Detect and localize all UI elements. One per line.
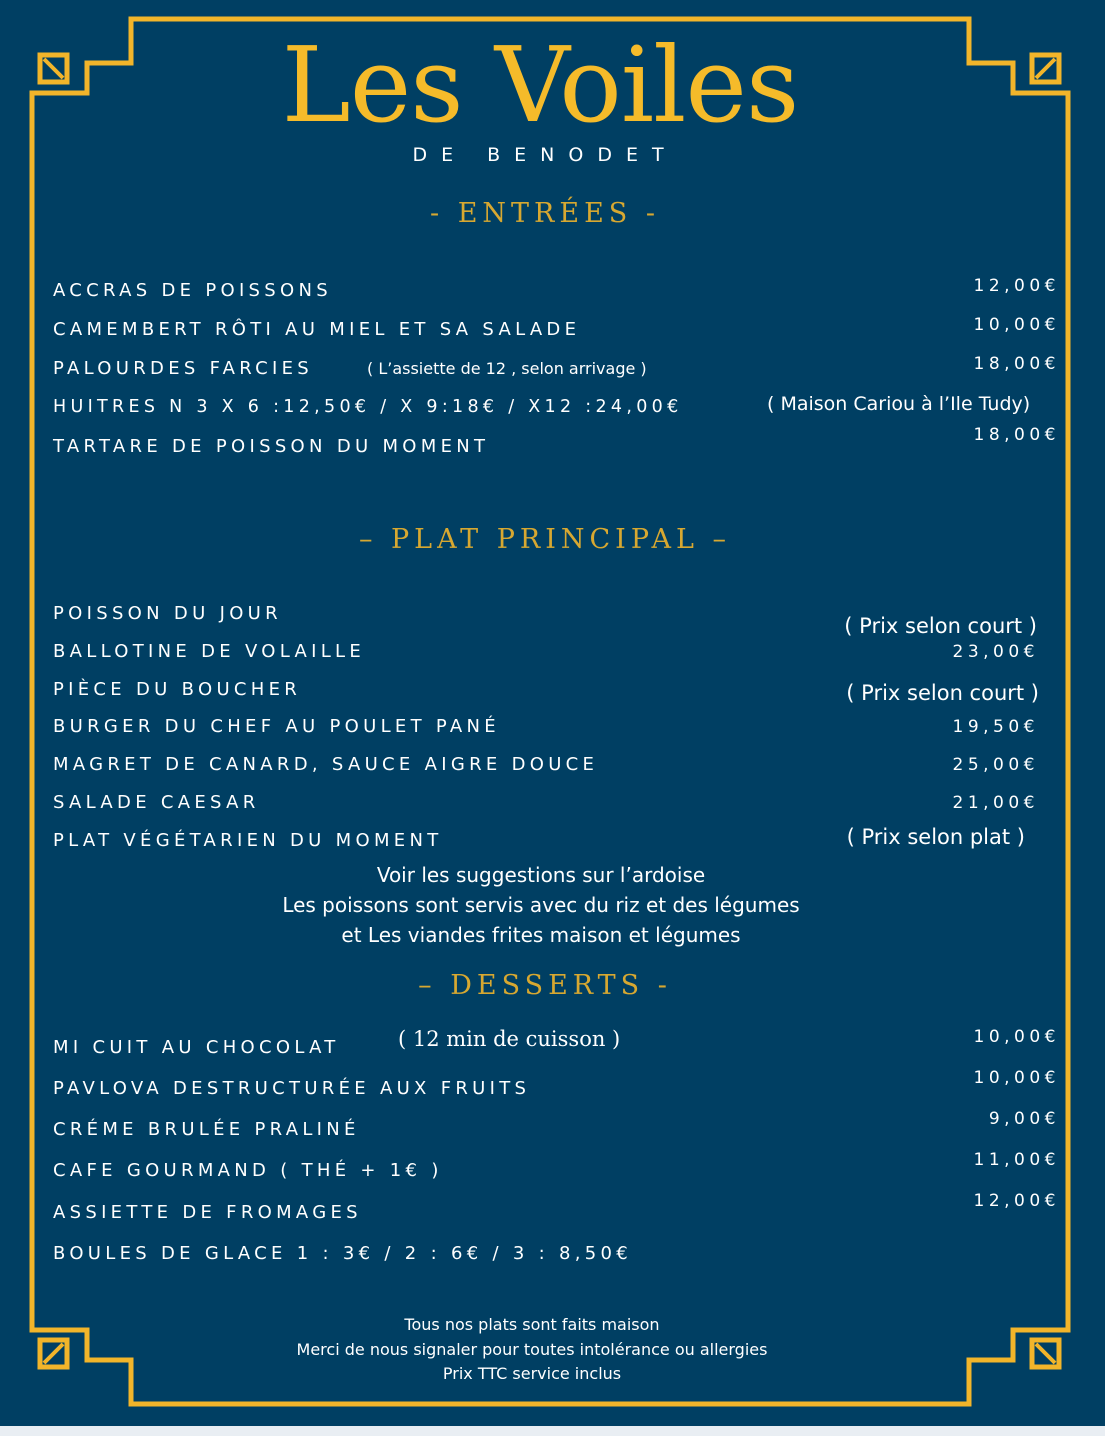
footer-line: Tous nos plats sont faits maison — [404, 1315, 660, 1334]
menu-item-note: ( Prix selon plat ) — [846, 825, 1025, 849]
menu-item-price: 25,00€ — [952, 755, 1039, 775]
menu-item-name: MI CUIT AU CHOCOLAT — [53, 1037, 340, 1058]
plats-note: et Les viandes frites maison et légumes — [341, 923, 741, 947]
menu-item-price: 19,50€ — [952, 717, 1039, 737]
menu-item-price: 12,00€ — [973, 1191, 1060, 1211]
menu-item-price: 10,00€ — [973, 1027, 1060, 1047]
menu-item-name: PALOURDES FARCIES — [53, 358, 314, 379]
menu-item-name: BOULES DE GLACE 1 : 3€ / 2 : 6€ / 3 : 8,50€ — [53, 1243, 633, 1264]
restaurant-name: Les Voiles — [281, 24, 799, 146]
menu-item-note: ( Maison Cariou à l’Ile Tudy) — [767, 393, 1031, 415]
menu-item-price: 11,00€ — [973, 1150, 1060, 1170]
footer-line: Merci de nous signaler pour toutes intolérance ou allergies — [296, 1340, 768, 1359]
menu-item-note: ( Prix selon court ) — [846, 681, 1039, 705]
menu-item-name: POISSON DU JOUR — [53, 603, 282, 624]
menu-item-price: 21,00€ — [952, 793, 1039, 813]
section-title-desserts: – DESSERTS - — [418, 970, 672, 1001]
footer-line: Prix TTC service inclus — [442, 1364, 622, 1383]
section-title-entrees: - ENTRÉES - — [430, 198, 660, 229]
menu-item-price: 12,00€ — [973, 276, 1060, 296]
menu-item-price: 10,00€ — [973, 315, 1060, 335]
menu-item-note: ( Prix selon court ) — [844, 614, 1037, 638]
plats-note: Les poissons sont servis avec du riz et des légumes — [282, 893, 800, 917]
menu-item-name: BURGER DU CHEF AU POULET PANÉ — [53, 716, 500, 737]
menu-item-name: ACCRAS DE POISSONS — [53, 280, 332, 301]
restaurant-location: DE BENODET — [412, 144, 678, 166]
menu-item-name: SALADE CAESAR — [53, 792, 260, 813]
menu-item-name: ASSIETTE DE FROMAGES — [53, 1202, 362, 1223]
menu-item-price: 10,00€ — [973, 1068, 1060, 1088]
plats-note: Voir les suggestions sur l’ardoise — [376, 863, 706, 887]
menu-item-name: CRÉME BRULÉE PRALINÉ — [53, 1119, 360, 1140]
menu-item-name: PLAT VÉGÉTARIEN DU MOMENT — [53, 830, 443, 851]
menu-item-price: 23,00€ — [952, 642, 1039, 662]
section-title-plats: – PLAT PRINCIPAL – — [358, 524, 732, 555]
menu-item-price: 9,00€ — [988, 1109, 1060, 1129]
menu-item-name: BALLOTINE DE VOLAILLE — [53, 641, 366, 662]
menu-item-name: MAGRET DE CANARD, SAUCE AIGRE DOUCE — [53, 754, 599, 775]
menu-item-note: ( 12 min de cuisson ) — [398, 1027, 621, 1051]
menu-item-price: 18,00€ — [973, 354, 1060, 374]
menu-item-name: PIÈCE DU BOUCHER — [53, 679, 302, 700]
menu-item-name: CAMEMBERT RÔTI AU MIEL ET SA SALADE — [53, 319, 581, 340]
menu-item-name: HUITRES N 3 X 6 :12,50€ / X 9:18€ / X12 :24,00€ — [53, 397, 683, 417]
menu-item-note: ( L’assiette de 12 , selon arrivage ) — [367, 359, 647, 378]
menu-item-name: PAVLOVA DESTRUCTURÉE AUX FRUITS — [53, 1078, 531, 1099]
menu-item-price: 18,00€ — [973, 425, 1060, 445]
menu-item-name: TARTARE DE POISSON DU MOMENT — [53, 436, 490, 457]
menu-item-name: CAFE GOURMAND ( THÉ + 1€ ) — [53, 1160, 443, 1181]
